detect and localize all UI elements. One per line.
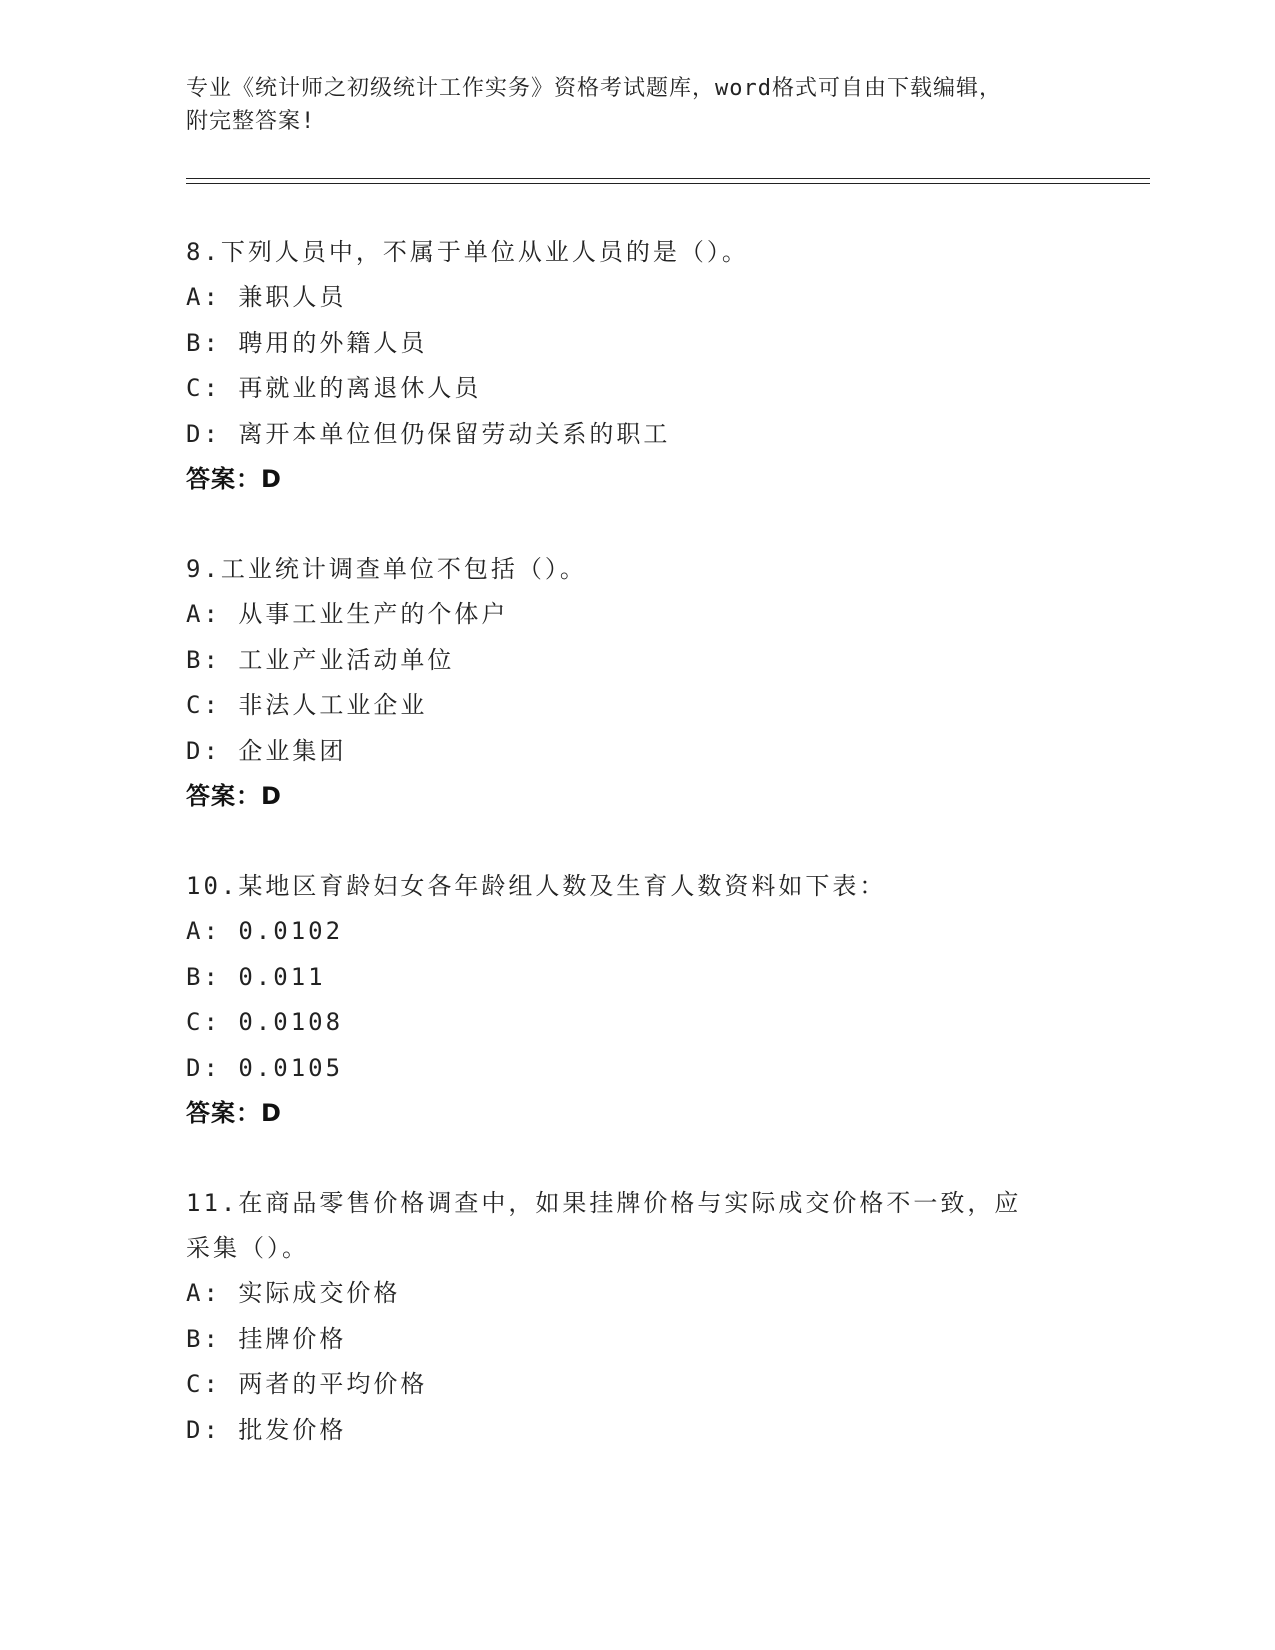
header-line-2: 附完整答案!	[186, 109, 316, 134]
question-stem: 11.在商品零售价格调查中，如果挂牌价格与实际成交价格不一致，应 采集（）。	[186, 1189, 1022, 1262]
option-d: D: 批发价格	[186, 1415, 347, 1444]
option-d: D: 0.0105	[186, 1053, 344, 1082]
question-11	[186, 1181, 1136, 1453]
answer-line: 答案：D	[186, 1099, 282, 1127]
question-10	[186, 864, 1136, 1136]
option-c: C: 两者的平均价格	[186, 1370, 428, 1398]
document-header	[186, 72, 1086, 138]
option-d: D: 企业集团	[186, 736, 347, 765]
option-d: D: 离开本单位但仍保留劳动关系的职工	[186, 419, 671, 448]
option-b: B: 工业产业活动单位	[186, 645, 455, 674]
question-8	[186, 230, 1136, 502]
question-spacer	[186, 502, 1136, 547]
question-spacer	[186, 1136, 1136, 1181]
option-a: A: 实际成交价格	[186, 1279, 401, 1307]
option-b: B: 0.011	[186, 962, 326, 991]
option-c: C: 非法人工业企业	[186, 691, 428, 719]
header-divider-bottom	[186, 183, 1150, 184]
question-9	[186, 547, 1136, 819]
option-a: A: 0.0102	[186, 917, 344, 945]
question-spacer	[186, 819, 1136, 864]
option-c: C: 0.0108	[186, 1008, 344, 1036]
option-a: A: 从事工业生产的个体户	[186, 600, 509, 628]
answer-line: 答案：D	[186, 782, 282, 810]
option-a: A: 兼职人员	[186, 283, 347, 311]
answer-line: 答案：D	[186, 465, 282, 493]
question-stem: 8.下列人员中，不属于单位从业人员的是（）。	[186, 238, 749, 266]
question-list	[186, 230, 1136, 1453]
option-b: B: 聘用的外籍人员	[186, 328, 428, 357]
header-line-1: 专业《统计师之初级统计工作实务》资格考试题库，word格式可自由下载编辑，	[186, 76, 1002, 101]
option-b: B: 挂牌价格	[186, 1324, 347, 1353]
option-c: C: 再就业的离退休人员	[186, 374, 482, 402]
header-divider-top	[186, 178, 1150, 179]
question-stem: 10.某地区育龄妇女各年龄组人数及生育人数资料如下表：	[186, 872, 887, 900]
question-stem: 9.工业统计调查单位不包括（）。	[186, 555, 587, 583]
